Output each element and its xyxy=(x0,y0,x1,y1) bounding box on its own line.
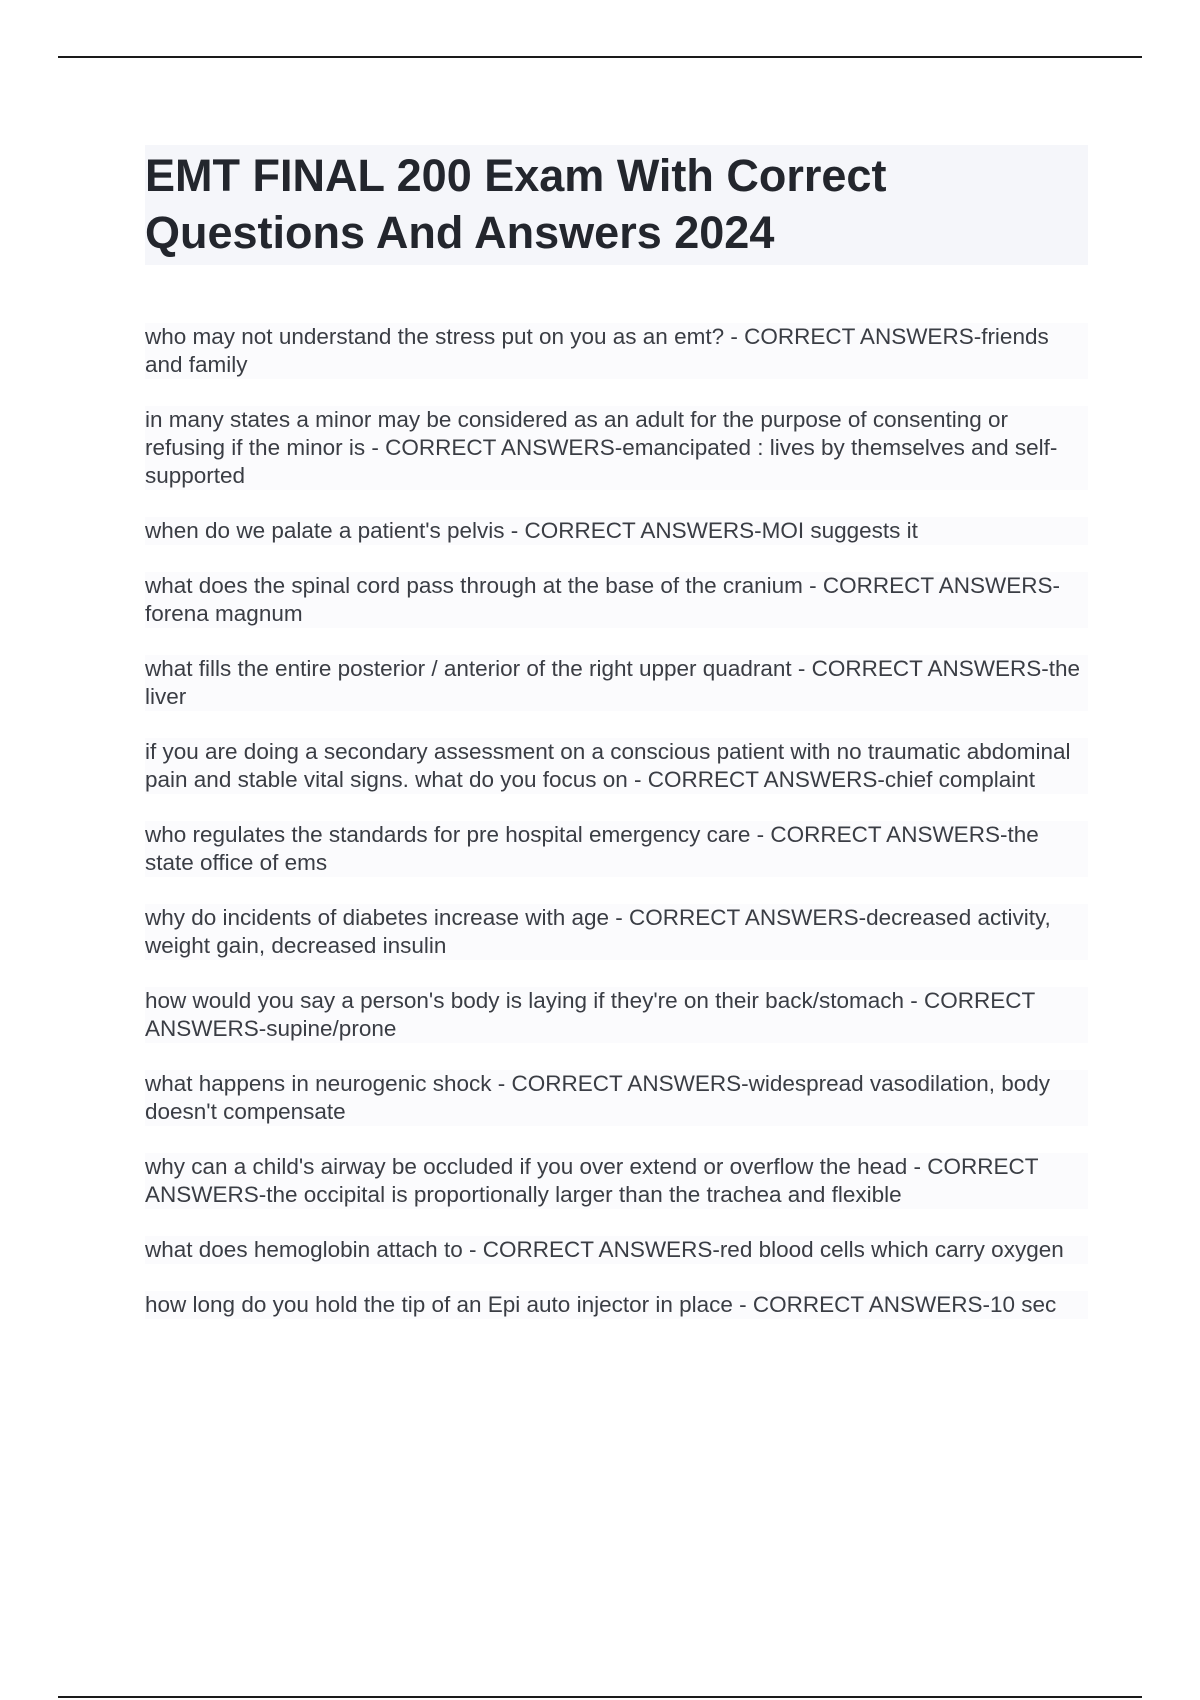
qa-item: what does hemoglobin attach to - CORRECT ANSWERS-red blood cells which carry oxygen xyxy=(145,1236,1088,1264)
qa-list xyxy=(145,323,1088,1319)
qa-item: who may not understand the stress put on you as an emt? - CORRECT ANSWERS-friends and family xyxy=(145,323,1088,379)
bottom-divider xyxy=(58,1696,1142,1698)
qa-item: why can a child's airway be occluded if you over extend or overflow the head - CORRECT ANSWERS-the occipital is proportionally larger than the trachea and flexible xyxy=(145,1153,1088,1209)
qa-item: what fills the entire posterior / anterior of the right upper quadrant - CORRECT ANSWERS-the liver xyxy=(145,655,1088,711)
qa-item: how would you say a person's body is laying if they're on their back/stomach - CORRECT ANSWERS-supine/prone xyxy=(145,987,1088,1043)
qa-item: if you are doing a secondary assessment on a conscious patient with no traumatic abdominal pain and stable vital signs. what do you focus on - CORRECT ANSWERS-chief complaint xyxy=(145,738,1088,794)
document-body xyxy=(145,145,1088,1346)
qa-item: who regulates the standards for pre hospital emergency care - CORRECT ANSWERS-the state office of ems xyxy=(145,821,1088,877)
title-block xyxy=(145,145,1088,265)
qa-item: what happens in neurogenic shock - CORRECT ANSWERS-widespread vasodilation, body doesn't compensate xyxy=(145,1070,1088,1126)
qa-item: why do incidents of diabetes increase with age - CORRECT ANSWERS-decreased activity, weight gain, decreased insulin xyxy=(145,904,1088,960)
qa-item: when do we palate a patient's pelvis - CORRECT ANSWERS-MOI suggests it xyxy=(145,517,1088,545)
qa-item: what does the spinal cord pass through at the base of the cranium - CORRECT ANSWERS-forena magnum xyxy=(145,572,1088,628)
top-divider xyxy=(58,56,1142,58)
document-title: EMT FINAL 200 Exam With Correct Questions And Answers 2024 xyxy=(145,150,887,258)
qa-item: in many states a minor may be considered as an adult for the purpose of consenting or refusing if the minor is - CORRECT ANSWERS-emancipated : lives by themselves and self- supported xyxy=(145,406,1088,490)
qa-item: how long do you hold the tip of an Epi auto injector in place - CORRECT ANSWERS-10 sec xyxy=(145,1291,1088,1319)
